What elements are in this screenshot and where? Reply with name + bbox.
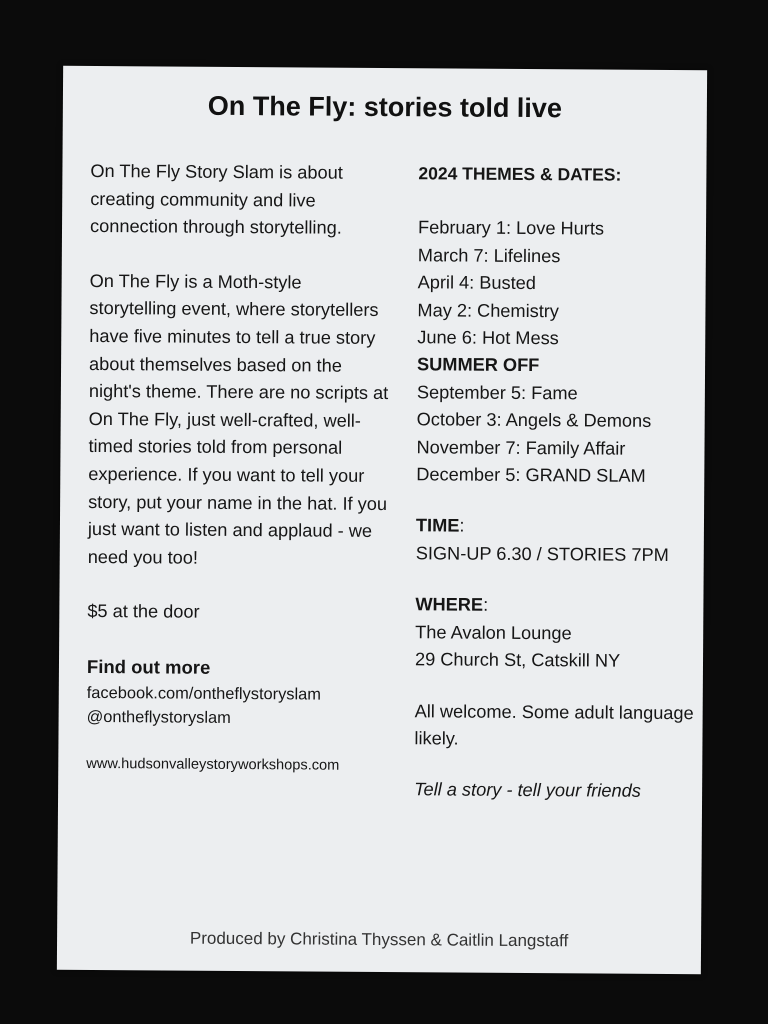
left-column (86, 158, 390, 780)
where-block (415, 592, 696, 676)
where-heading (415, 592, 695, 621)
time-colon: : (459, 516, 465, 537)
find-out-more-heading: Find out more (86, 655, 211, 678)
date-item: November 7: Family Affair (416, 436, 626, 459)
date-item: September 5: Fame (416, 382, 578, 404)
tagline: Tell a story - tell your friends (414, 779, 641, 802)
description-paragraph: On The Fly is a Moth-style storytelling event, where storytellers have five minutes to tell a true story about themselves based on the night's theme. There are no scripts at On The Fly, just well-crafted, well-timed stories told from personal experience. If you want to tell your story, put your name in the hat. If you just want to listen and applaud - we need you too! (87, 270, 389, 568)
facebook-link: facebook.com/ontheflystoryslam (86, 683, 321, 704)
date-item: June 6: Hot Mess (417, 327, 559, 349)
date-item: December 5: GRAND SLAM (416, 464, 646, 486)
date-item: October 3: Angels & Demons (416, 409, 652, 432)
welcome-text: All welcome. Some adult language likely. (414, 700, 694, 749)
price-text: $5 at the door (87, 601, 200, 623)
themes-heading: 2024 THEMES & DATES: (418, 163, 622, 185)
time-value: SIGN-UP 6.30 / STORIES 7PM (415, 543, 669, 565)
venue-name: The Avalon Lounge (415, 621, 572, 644)
producer-credit: Produced by Christina Thyssen & Caitlin Langstaff (189, 928, 569, 951)
where-label: WHERE (415, 594, 484, 615)
summer-off-label: SUMMER OFF (417, 354, 540, 376)
flyer-title: On The Fly: stories told live (207, 90, 563, 124)
flyer-card (57, 66, 707, 974)
intro-paragraph: On The Fly Story Slam is about creating community and live connection through storytelling. (89, 160, 343, 238)
website-link: www.hudsonvalleystoryworkshops.com (86, 755, 340, 774)
time-block (416, 513, 696, 570)
right-column (414, 160, 698, 806)
date-item: March 7: Lifelines (417, 245, 561, 267)
where-colon: : (483, 594, 489, 616)
date-item: May 2: Chemistry (417, 299, 560, 321)
social-handle: @ontheflystoryslam (86, 707, 231, 727)
time-heading (416, 513, 696, 542)
time-label: TIME (415, 515, 460, 537)
dates-list (416, 215, 698, 491)
venue-address: 29 Church St, Catskill NY (414, 649, 621, 671)
date-item: February 1: Love Hurts (417, 217, 605, 239)
date-item: April 4: Busted (417, 272, 537, 294)
